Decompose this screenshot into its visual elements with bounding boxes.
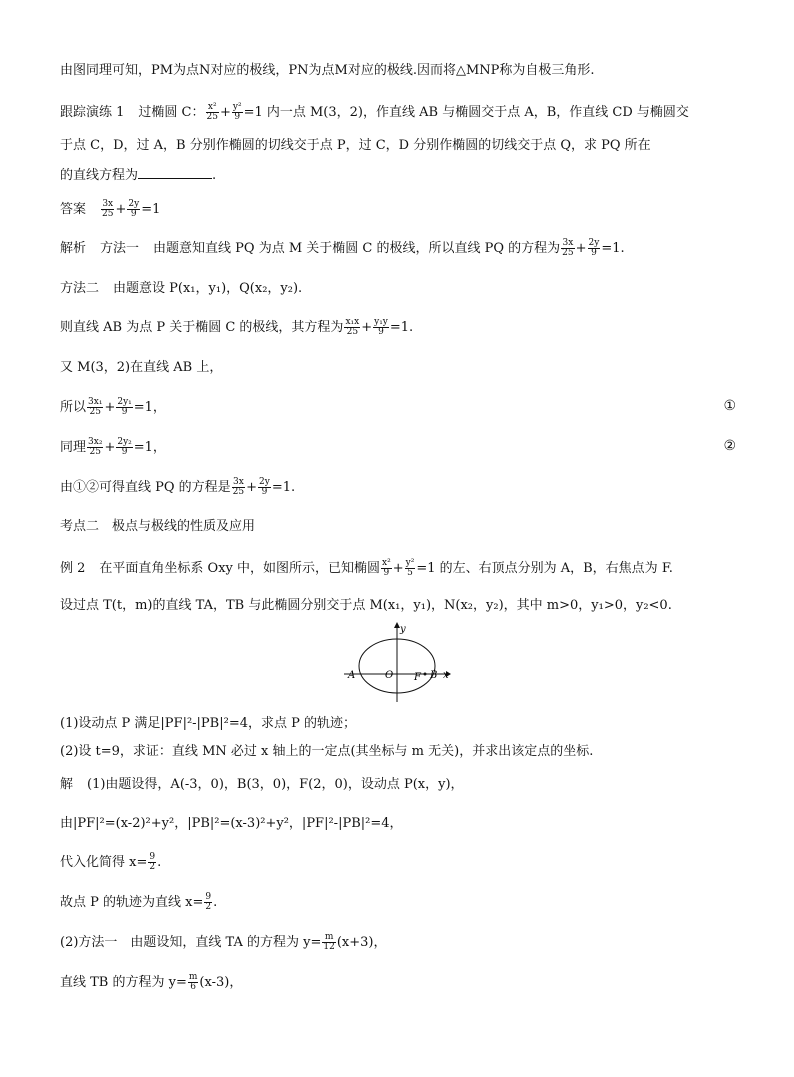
para-self-polar: 由图同理可知，PM为点N对应的极线，PN为点M对应的极线.因而将△MNP称为自极三角形. [60,63,595,78]
exercise-1-line1: 跟踪演练 1 过椭圆 C： $\frac{\text{x²}}{25}$ + $\frac{\text{y²}}{9}$ =1 内一点 M(3，2)，作直线 AB 与椭圆交于点 A，B，作直线 CD 与椭圆交 [60,102,689,122]
analysis-method1: 解析 方法一 由题意知直线 PQ 为点 M 关于椭圆 C 的极线，所以直线 PQ 的方程为 $\frac{3x}{25}$ + $\frac{2y}{9}$ =1. [60,238,625,258]
example-2-line1: 例 2 在平面直角坐标系 Oxy 中，如图所示，已知椭圆 $\frac{\text{x²}}{9}$ + $\frac{\text{y²}}{5}$ =1 的左、右顶点分别为 A，B，右焦点为 F. [60,558,673,578]
equation-marker-2: ② [723,438,736,454]
equation-marker-1: ① [723,398,736,414]
answer-line: 答案 $\frac{3x}{25}$ + $\frac{2y}{9}$ =1 [60,199,161,219]
point-a-label: A [348,670,356,681]
section-heading: 考点二 极点与极线的性质及应用 [60,519,256,534]
polar-ab-line: 则直线 AB 为点 P 关于椭圆 C 的极线，其方程为 $\frac{\text{x₁x}}{25}$ + $\frac{\text{y₁y}}{9}$ =1. [60,317,414,337]
answer-blank [138,166,212,179]
point-b-label: B [430,670,438,681]
focus-point [424,673,427,676]
conclusion-line: 由①②可得直线 PQ 的方程是 $\frac{3x}{25}$ + $\frac{2y}{9}$ =1. [60,477,296,497]
solution-line3: 代入化简得 x= $\frac{9}{2}$ . [60,852,162,872]
example-2-line2: 设过点 T(t，m)的直线 TA，TB 与此椭圆分别交于点 M(x₁，y₁)，N(x₂，y₂)，其中 m>0，y₁>0，y₂<0. [60,598,672,613]
example-label: 例 2 [60,561,86,576]
fraction: $\frac{\text{x²}}{25}$ [206,102,218,122]
text: 过椭圆 C： [138,105,205,120]
exercise-1-line3: 的直线方程为 . [60,168,217,183]
fraction: $\frac{\text{y²}}{9}$ [232,102,242,122]
analysis-label: 解析 [60,241,87,256]
ellipse-figure [342,622,452,704]
y-axis-label: y [400,624,406,635]
also-line: 又 M(3，2)在直线 AB 上， [60,360,223,375]
point-f-label: F [414,672,421,683]
solution-label: 解 [60,777,74,792]
solution-line2: 由|PF|²=(x-2)²+y²，|PB|²=(x-3)²+y²，|PF|²-|PB|²=4， [60,816,403,831]
answer-label: 答案 [60,202,87,217]
origin-label: O [385,670,394,681]
exercise-1-line2: 于点 C，D，过 A，B 分别作椭圆的切线交于点 P，过 C，D 分别作椭圆的切线交于点 Q，求 PQ 所在 [60,138,651,153]
method2-line: 方法二 由题意设 P(x₁，y₁)，Q(x₂，y₂). [60,281,303,296]
question-2: (2)设 t=9，求证：直线 MN 必过 x 轴上的一定点(其坐标与 m 无关)，并求出该定点的坐标. [60,744,594,759]
exercise-label: 跟踪演练 1 [60,105,125,120]
solution-line5: (2)方法一 由题设知，直线 TA 的方程为 y= $\frac{m}{12}$ (x+3)， [60,932,387,952]
solution-line6: 直线 TB 的方程为 y= $\frac{m}{6}$ (x-3)， [60,972,243,992]
text: =1 内一点 M(3，2)，作直线 AB 与椭圆交于点 A，B，作直线 CD 与椭圆交 [243,105,689,120]
so-line: 所以 $\frac{\text{3x₁}}{25}$ + $\frac{\text{2y₁}}{9}$ =1， [60,397,166,417]
x-axis-label: x [443,670,449,681]
solution-line1: 解 (1)由题设得，A(-3，0)，B(3，0)，F(2，0)，设动点 P(x，y)， [60,777,464,792]
solution-line4: 故点 P 的轨迹为直线 x= $\frac{9}{2}$ . [60,892,218,912]
same-line: 同理 $\frac{\text{3x₂}}{25}$ + $\frac{\text{2y₂}}{9}$ =1， [60,437,166,457]
question-1: (1)设动点 P 满足|PF|²-|PB|²=4，求点 P 的轨迹； [60,716,357,731]
